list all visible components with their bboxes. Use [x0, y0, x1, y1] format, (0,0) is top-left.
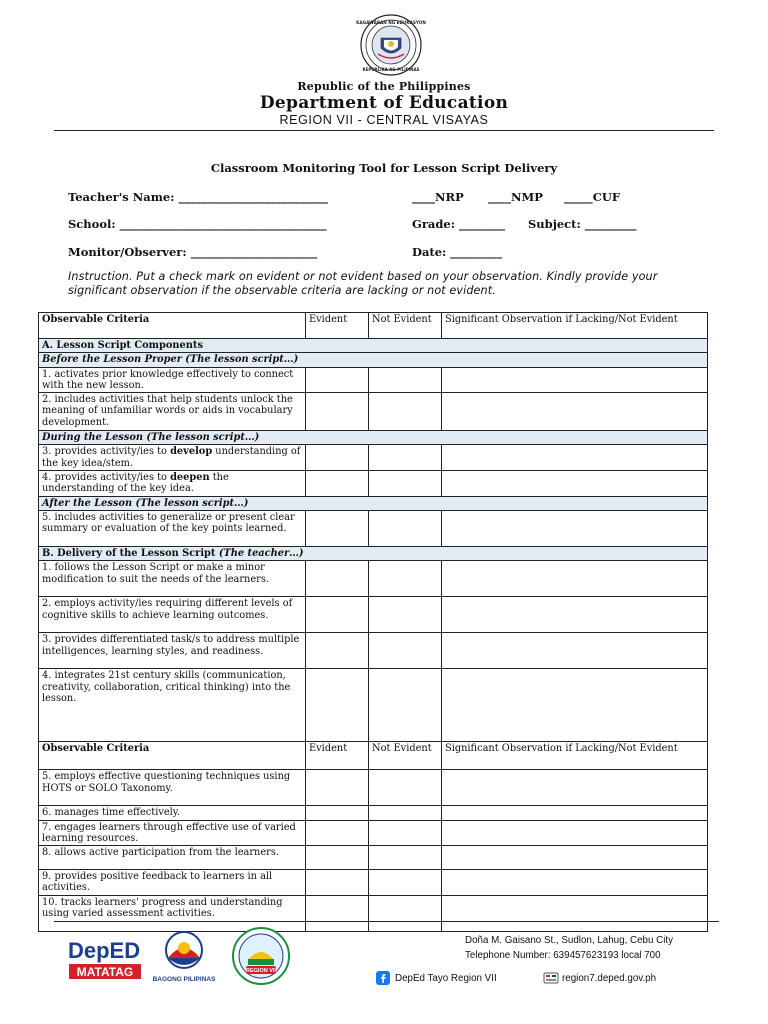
- table-header-row: [39, 313, 708, 339]
- footer-address-block: [465, 933, 673, 963]
- deped-logo-text: DepED: [68, 938, 141, 963]
- not-evident-cell[interactable]: [369, 770, 442, 806]
- region-heading: REGION VII - CENTRAL VISAYAS: [279, 113, 489, 127]
- criteria-text: 4. provides activity/ies to: [42, 472, 171, 484]
- criteria-cell: 1. follows the Lesson Script or make a minor modification to suit the needs of the learners.: [39, 561, 306, 597]
- deped-seal-logo: [356, 14, 426, 76]
- observation-cell[interactable]: [442, 561, 708, 597]
- not-evident-cell[interactable]: [369, 471, 442, 497]
- bagong-pilipinas-logo: [150, 928, 218, 986]
- section-a-row: [39, 339, 708, 353]
- form-title: Classroom Monitoring Tool for Lesson Script Delivery: [210, 161, 558, 175]
- observation-cell[interactable]: [442, 770, 708, 806]
- criteria-cell: 5. employs effective questioning techniques using HOTS or SOLO Taxonomy.: [39, 770, 306, 806]
- evident-cell[interactable]: [306, 806, 369, 820]
- col-criteria-header: Observable Criteria: [39, 742, 306, 770]
- section-b-label: [39, 546, 708, 560]
- evident-cell[interactable]: [306, 846, 369, 870]
- after-lesson-label: After the Lesson (The lesson script…): [39, 496, 708, 510]
- evident-cell[interactable]: [306, 820, 369, 846]
- criteria-cell: 9. provides positive feedback to learners in all activities.: [39, 870, 306, 896]
- after-lesson-row: [39, 496, 708, 510]
- table-row: [39, 870, 708, 896]
- facebook-icon: [376, 971, 390, 985]
- footer-address: Doña M. Gaisano St., Sudlon, Lahug, Cebu City: [465, 935, 674, 946]
- observation-cell[interactable]: [442, 597, 708, 633]
- criteria-text: the understanding of the key idea.: [42, 472, 229, 495]
- region-vii-seal-text: REGION VII: [246, 968, 276, 974]
- criteria-emphasis: develop: [170, 446, 213, 458]
- col-not-evident-header: Not Evident: [369, 313, 442, 339]
- not-evident-cell[interactable]: [369, 820, 442, 846]
- observation-cell[interactable]: [442, 367, 708, 393]
- evident-cell[interactable]: [306, 510, 369, 546]
- evident-cell[interactable]: [306, 870, 369, 896]
- table-row: [39, 820, 708, 846]
- website-link[interactable]: region7.deped.gov.ph: [562, 973, 657, 984]
- footer-divider: [54, 921, 719, 922]
- table-row: [39, 895, 708, 931]
- criteria-cell: [39, 471, 306, 497]
- observation-cell[interactable]: [442, 895, 708, 931]
- observation-cell[interactable]: [442, 846, 708, 870]
- criteria-cell: 6. manages time effectively.: [39, 806, 306, 820]
- nrp-checkbox[interactable]: ____NRP: [412, 190, 464, 204]
- section-a-label: A. Lesson Script Components: [39, 339, 708, 353]
- not-evident-cell[interactable]: [369, 445, 442, 471]
- table-row: [39, 597, 708, 633]
- republic-heading: Republic of the Philippines: [297, 80, 471, 93]
- date-field[interactable]: Date: _________: [412, 245, 503, 259]
- cuf-checkbox[interactable]: _____CUF: [564, 190, 621, 204]
- criteria-cell: 2. employs activity/ies requiring different levels of cognitive skills to achieve learning outcomes.: [39, 597, 306, 633]
- grade-field[interactable]: Grade: ________: [412, 217, 505, 231]
- criteria-cell: 4. integrates 21st century skills (communication, creativity, collaboration, critical thinking) into the lesson.: [39, 669, 306, 742]
- evident-cell[interactable]: [306, 633, 369, 669]
- matatag-text: MATATAG: [76, 965, 134, 979]
- evident-cell[interactable]: [306, 367, 369, 393]
- evident-cell[interactable]: [306, 770, 369, 806]
- evident-cell[interactable]: [306, 669, 369, 742]
- evident-cell[interactable]: [306, 445, 369, 471]
- col-evident-header: Evident: [306, 313, 369, 339]
- nmp-checkbox[interactable]: ____NMP: [488, 190, 543, 204]
- table-row: [39, 770, 708, 806]
- not-evident-cell[interactable]: [369, 870, 442, 896]
- not-evident-cell[interactable]: [369, 846, 442, 870]
- table-row: [39, 669, 708, 742]
- teacher-name-field[interactable]: Teacher's Name: __________________________: [68, 190, 328, 204]
- criteria-cell: 1. activates prior knowledge effectively to connect with the new lesson.: [39, 367, 306, 393]
- evident-cell[interactable]: [306, 597, 369, 633]
- criteria-cell: 2. includes activities that help students unlock the meaning of unfamiliar words or aids in vocabulary development.: [39, 393, 306, 431]
- col-observation-header: Significant Observation if Lacking/Not Evident: [442, 313, 708, 339]
- criteria-emphasis: deepen: [170, 472, 210, 484]
- observation-cell[interactable]: [442, 393, 708, 431]
- criteria-text: understanding of the key idea/stem.: [42, 446, 301, 469]
- not-evident-cell[interactable]: [369, 895, 442, 931]
- table-row: [39, 393, 708, 431]
- not-evident-cell[interactable]: [369, 669, 442, 742]
- monitor-observer-field[interactable]: Monitor/Observer: ______________________: [68, 245, 318, 259]
- section-b-row: [39, 546, 708, 560]
- header-divider: [54, 130, 714, 131]
- not-evident-cell[interactable]: [369, 561, 442, 597]
- col-criteria-header: Observable Criteria: [39, 313, 306, 339]
- observation-cell[interactable]: [442, 669, 708, 742]
- during-lesson-label: During the Lesson (The lesson script…): [39, 431, 708, 445]
- criteria-cell: 8. allows active participation from the learners.: [39, 846, 306, 870]
- not-evident-cell[interactable]: [369, 633, 442, 669]
- evident-cell[interactable]: [306, 561, 369, 597]
- before-lesson-label: Before the Lesson Proper (The lesson script…): [39, 353, 708, 367]
- observation-cell[interactable]: [442, 806, 708, 820]
- region-vii-seal-logo: [226, 926, 296, 986]
- table-row: [39, 561, 708, 597]
- criteria-cell: 5. includes activities to generalize or present clear summary or evaluation of the key points learned.: [39, 510, 306, 546]
- facebook-link[interactable]: DepEd Tayo Region VII: [395, 973, 497, 984]
- deped-matatag-logo: [66, 928, 146, 986]
- observation-cell[interactable]: [442, 471, 708, 497]
- subject-field[interactable]: Subject: _________: [528, 217, 637, 231]
- not-evident-cell[interactable]: [369, 597, 442, 633]
- evident-cell[interactable]: [306, 471, 369, 497]
- not-evident-cell[interactable]: [369, 510, 442, 546]
- evident-cell[interactable]: [306, 393, 369, 431]
- col-evident-header: Evident: [306, 742, 369, 770]
- instruction-text: Instruction. Put a check mark on evident or not evident based on your observation. Kindly provide your significant observation if the observable criteria are lacking or not evident.: [68, 270, 658, 297]
- section-b-text: B. Delivery of the Lesson Script: [42, 547, 219, 559]
- table-header-row: [39, 742, 708, 770]
- observation-cell[interactable]: [442, 870, 708, 896]
- not-evident-cell[interactable]: [369, 393, 442, 431]
- table-row: [39, 471, 708, 497]
- seal-text-bottom: REPUBLIKA NG PILIPINAS: [362, 67, 420, 72]
- table-row: [39, 633, 708, 669]
- not-evident-cell[interactable]: [369, 806, 442, 820]
- bagong-pilipinas-text: BAGONG PILIPINAS: [152, 976, 216, 983]
- table-row: [39, 510, 708, 546]
- table-row: [39, 445, 708, 471]
- table-row: [39, 846, 708, 870]
- criteria-cell: 10. tracks learners' progress and understanding using varied assessment activities.: [39, 895, 306, 931]
- observation-cell[interactable]: [442, 510, 708, 546]
- not-evident-cell[interactable]: [369, 367, 442, 393]
- web-icon: [543, 971, 559, 985]
- table-row: [39, 806, 708, 820]
- observation-cell[interactable]: [442, 820, 708, 846]
- criteria-text: 3. provides activity/ies to: [42, 446, 171, 458]
- footer-telephone: Telephone Number: 639457623193 local 700: [465, 950, 661, 961]
- during-lesson-row: [39, 431, 708, 445]
- table-row: [39, 367, 708, 393]
- criteria-cell: 3. provides differentiated task/s to address multiple intelligences, learning styles, and readiness.: [39, 633, 306, 669]
- seal-text-top: KAGAWARAN NG EDUKASYON: [356, 20, 426, 25]
- col-observation-header: Significant Observation if Lacking/Not Evident: [442, 742, 708, 770]
- evident-cell[interactable]: [306, 895, 369, 931]
- criteria-cell: [39, 445, 306, 471]
- section-b-note: (The teacher…): [218, 547, 304, 559]
- observation-cell[interactable]: [442, 633, 708, 669]
- school-field[interactable]: School: ____________________________________: [68, 217, 327, 231]
- department-heading: Department of Education: [259, 93, 509, 113]
- observation-cell[interactable]: [442, 445, 708, 471]
- criteria-table: [38, 312, 708, 932]
- before-lesson-row: [39, 353, 708, 367]
- col-not-evident-header: Not Evident: [369, 742, 442, 770]
- criteria-cell: 7. engages learners through effective use of varied learning resources.: [39, 820, 306, 846]
